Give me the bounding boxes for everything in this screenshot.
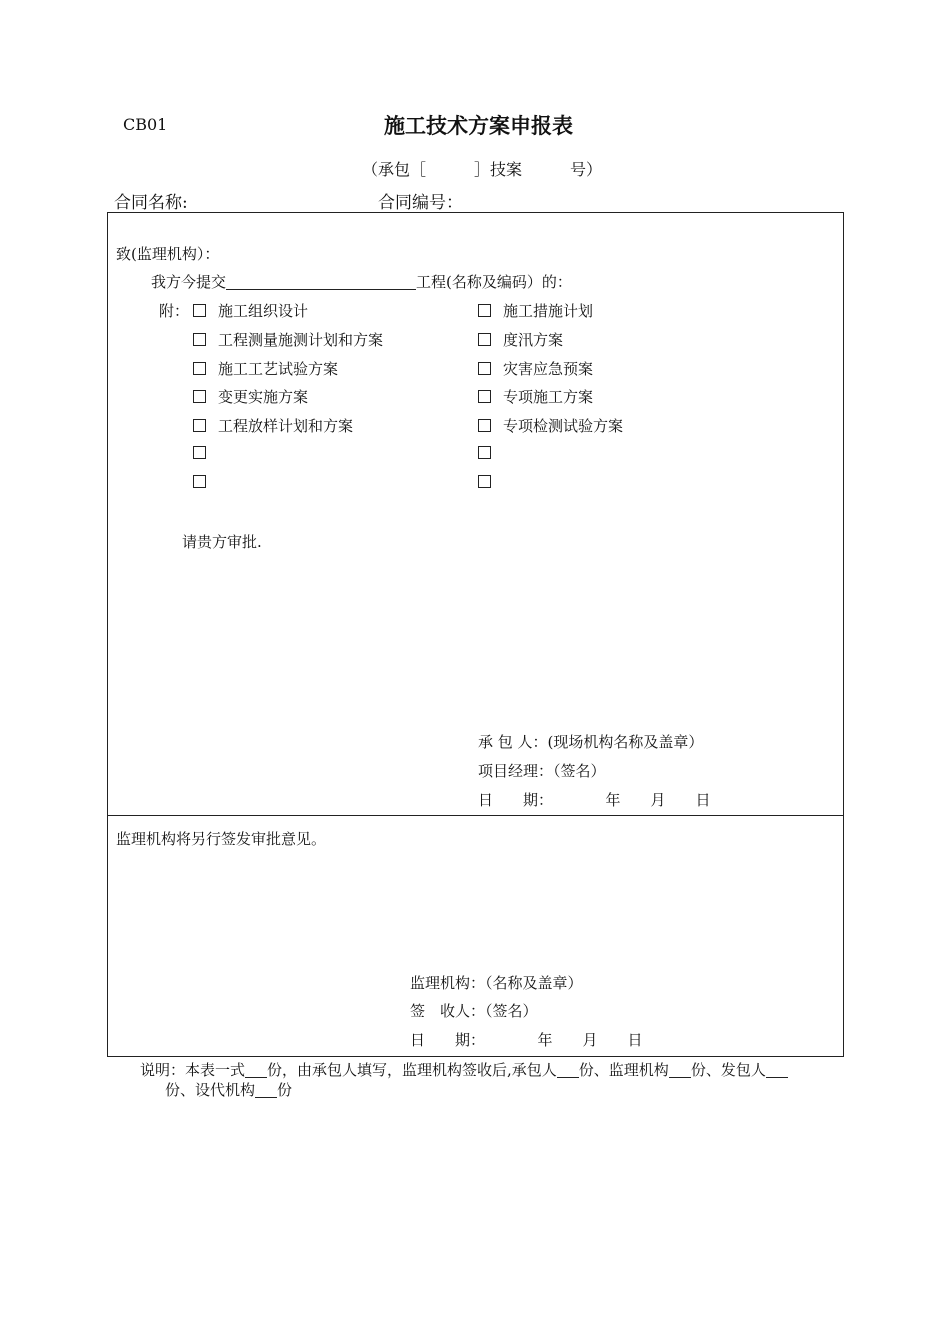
checkbox-item[interactable]: 工程放样计划和方案 — [193, 415, 353, 436]
checkbox-item-blank[interactable] — [193, 444, 206, 462]
submit-line — [151, 271, 572, 292]
checkbox-item-blank[interactable] — [478, 444, 491, 462]
form-code: CB01 — [123, 115, 168, 134]
checkbox-item[interactable]: 灾害应急预案 — [478, 358, 593, 379]
contract-name-label: 合同名称: — [114, 193, 188, 213]
checkbox-icon[interactable] — [193, 333, 206, 346]
page-title: 施工技术方案申报表 — [384, 114, 573, 138]
copies-blank[interactable] — [669, 1063, 691, 1078]
checkbox-icon[interactable] — [193, 419, 206, 432]
submit-suffix: 工程(名称及编码）的： — [416, 273, 572, 291]
checkbox-icon[interactable] — [478, 333, 491, 346]
checkbox-item[interactable]: 专项检测试验方案 — [478, 415, 623, 436]
checkbox-icon[interactable] — [193, 475, 206, 488]
submit-prefix: 我方今提交 — [151, 273, 227, 291]
approval-request: 请贵方审批. — [182, 533, 262, 551]
checkbox-item-blank[interactable] — [193, 473, 206, 491]
addressee: 致(监理机构）： — [116, 245, 220, 263]
supervisor-org: 监理机构：（名称及盖章） — [410, 974, 583, 992]
supervisor-statement: 监理机构将另行签发审批意见。 — [116, 830, 327, 848]
checkbox-icon[interactable] — [478, 390, 491, 403]
checkbox-icon[interactable] — [193, 390, 206, 403]
checkbox-icon[interactable] — [193, 362, 206, 375]
checkbox-item[interactable]: 度汛方案 — [478, 329, 563, 350]
copies-blank[interactable] — [255, 1083, 277, 1098]
checkbox-icon[interactable] — [478, 362, 491, 375]
checkbox-icon[interactable] — [478, 304, 491, 317]
contract-no-label: 合同编号： — [378, 193, 463, 213]
checkbox-icon[interactable] — [193, 446, 206, 459]
checkbox-item-blank[interactable] — [478, 473, 491, 491]
checkbox-item[interactable]: 变更实施方案 — [193, 386, 308, 407]
copies-blank[interactable] — [557, 1063, 579, 1078]
checkbox-icon[interactable] — [478, 446, 491, 459]
contractor-signature: 承 包 人：(现场机构名称及盖章） — [478, 733, 704, 751]
attach-label: 附： — [159, 302, 190, 320]
project-name-blank[interactable] — [226, 273, 416, 290]
footer-note-line1: 说明：本表一式 份，由承包人填写，监理机构签收后,承包人 份、监理机构 份、发包人 — [140, 1059, 788, 1080]
checkbox-icon[interactable] — [478, 475, 491, 488]
footer-note-line2: 份、设代机构 份 — [165, 1081, 293, 1099]
checkbox-item[interactable]: 施工措施计划 — [478, 300, 593, 321]
checkbox-item[interactable]: 专项施工方案 — [478, 386, 593, 407]
checkbox-icon[interactable] — [193, 304, 206, 317]
contractor-date: 日 期： 年 月 日 — [478, 791, 711, 809]
receiver-signature: 签 收人：（签名） — [410, 1002, 538, 1020]
checkbox-icon[interactable] — [478, 419, 491, 432]
manager-signature: 项目经理：（签名） — [478, 762, 606, 780]
serial-number: （承包［ ］技案 号） — [362, 160, 603, 179]
copies-blank[interactable] — [766, 1063, 788, 1078]
checkbox-item[interactable]: 施工工艺试验方案 — [193, 358, 338, 379]
supervisor-date: 日 期： 年 月 日 — [410, 1031, 643, 1049]
checkbox-item[interactable]: 工程测量施测计划和方案 — [193, 329, 383, 350]
copies-blank[interactable] — [245, 1063, 267, 1078]
checkbox-item[interactable]: 施工组织设计 — [193, 300, 308, 321]
